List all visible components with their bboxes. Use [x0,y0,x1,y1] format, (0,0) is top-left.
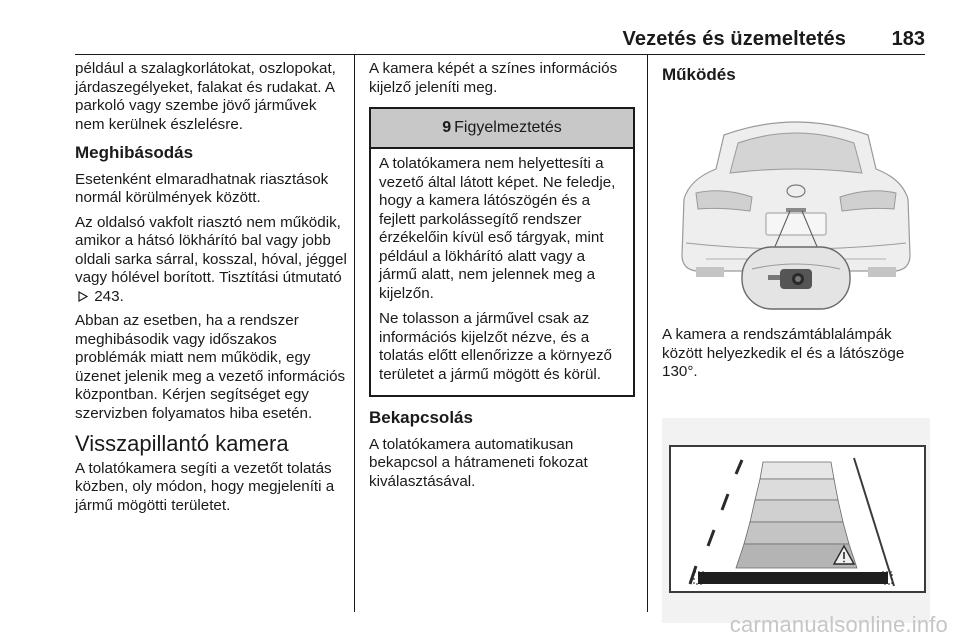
column-left [75,60,347,521]
column-right [662,60,930,628]
heading-activation: Bekapcsolás [369,408,473,427]
paragraph-intro: például a szalagkorlátokat, oszlopokat, járdaszegélyeket, falakat és rudakat. A parkoló vagy szembe jövő járművek nem kerülnek észlelésre. [75,60,336,133]
figure-caption-camera: A kamera a rendszámtáblalámpák között helyezkedik el és a látószöge 130°. [662,326,905,380]
page-reference-link[interactable]: 243. [94,287,124,305]
paragraph-blindspot [75,214,347,307]
column-middle [369,60,635,497]
car-rear-camera-illustration [662,107,930,311]
paragraph-fault-alerts: Esetenként elmaradhatnak riasztások normál körülmények között. [75,170,329,206]
paragraph-display: A kamera képét a színes információs kijelző jeleníti meg. [369,60,618,96]
paragraph-blindspot-text: Az oldalsó vakfolt riasztó nem működik, amikor a hátsó lökhárító bal vagy jobb oldali sarka sárral, kosszal, hóval, jéggel vagy hólével borított. Tisztítási útmutató [75,213,347,286]
warning-paragraph-2: Ne tolasson a járművel csak az információs kijelzőt nézve, és a tolatás előtt ellenőrizze a környező területet a jármű mögött és körül. [379,310,613,383]
paragraph-activation: A tolatókamera automatikusan bekapcsol a hátrameneti fokozat kiválasztásával. [369,435,588,490]
warning-title: Figyelmeztetés [454,118,562,136]
running-title: Vezetés és üzemeltetés [622,28,846,50]
warning-paragraph-1: A tolatókamera nem helyettesíti a vezető által látott képet. Ne feledje, hogy a kamera látószögén és a fejlett parkolássegítő rendszer érzékelőin kívül eső tárgyak, mint például a lökhárító alatt vagy a jármű alatt, nem jelennek meg a kijelzőn. [379,155,616,302]
page-header [0,0,960,55]
heading-operation: Működés [662,65,736,84]
warning-box [369,107,635,397]
triangle-right-outline-icon [78,291,88,302]
heading-rearview-camera: Visszapillantó kamera [75,431,289,456]
rear-camera-display-illustration [662,418,930,623]
header-rule [75,54,925,55]
column-divider-2 [647,55,648,612]
warning-body [371,149,633,395]
watermark-text: carmanualsonline.info [729,612,948,637]
paragraph-camera-intro: A tolatókamera segíti a vezetőt tolatás közben, oly módon, hogy megjeleníti a jármű mögötti területet. [75,459,335,514]
heading-fault: Meghibásodás [75,143,194,162]
column-divider-1 [354,55,355,612]
paragraph-malfunction: Abban az esetben, ha a rendszer meghibásodik vagy időszakos problémák miatt nem működik, egy üzenet jelenik meg a vezető információs központban. Kérjen segítséget egy szervizben folyamatos hiba esetén. [75,312,346,422]
warning-header [371,109,633,149]
warning-symbol-icon: 9 [442,118,452,136]
page-number: 183 [891,28,925,50]
